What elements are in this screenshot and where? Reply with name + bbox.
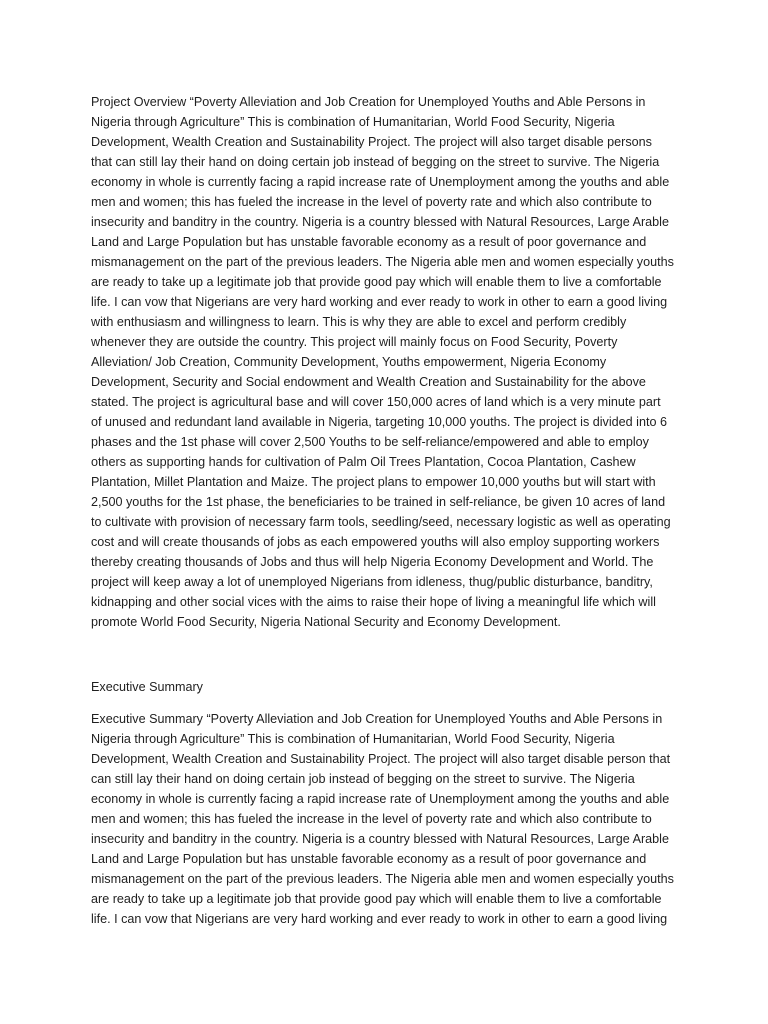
text-line: life. I can vow that Nigerians are very hard working and ever ready to work in other to earn a good living: [91, 295, 668, 309]
text-line: insecurity and banditry in the country. Nigeria is a country blessed with Natural Resources, Large Arable: [91, 832, 669, 846]
text-line: can still lay their hand on doing certain job instead of begging on the street to survive. The Nigeria: [91, 772, 635, 786]
text-line: thereby creating thousands of Jobs and thus will help Nigeria Economy Development and World. The: [91, 555, 654, 569]
executive-summary-paragraph: [91, 709, 691, 929]
text-line: Development, Wealth Creation and Sustainability Project. The project will also target disable person that: [91, 752, 671, 766]
text-line: of unused and redundant land available in Nigeria, targeting 10,000 youths. The project is divided into 6: [91, 415, 667, 429]
text-line: others as supporting hands for cultivation of Palm Oil Trees Plantation, Cocoa Plantation, Cashew: [91, 455, 636, 469]
text-line: men and women; this has fueled the increase in the level of poverty rate and which also contribute to: [91, 812, 652, 826]
text-line: with enthusiasm and willingness to learn. This is why they are able to excel and perform credibly: [91, 315, 627, 329]
text-line: Plantation, Millet Plantation and Maize. The project plans to empower 10,000 youths but will start with: [91, 475, 656, 489]
text-line: 2,500 youths for the 1st phase, the beneficiaries to be trained in self-reliance, be given 10 acres of land: [91, 495, 666, 509]
text-line: Land and Large Population but has unstable favorable economy as a result of poor governance and: [91, 852, 647, 866]
text-line: are ready to take up a legitimate job that provide good pay which will enable them to live a comfortable: [91, 275, 662, 289]
text-line: Executive Summary “Poverty Alleviation and Job Creation for Unemployed Youths and Able Persons in: [91, 712, 663, 726]
text-line: Nigeria through Agriculture” This is combination of Humanitarian, World Food Security, Nigeria: [91, 115, 615, 129]
text-line: promote World Food Security, Nigeria National Security and Economy Development.: [91, 615, 561, 629]
text-line: cost and will create thousands of jobs as each empowered youths will also employ supporting workers: [91, 535, 660, 549]
text-line: are ready to take up a legitimate job that provide good pay which will enable them to live a comfortable: [91, 892, 662, 906]
text-line: to cultivate with provision of necessary farm tools, seedling/seed, necessary logistic as well as operating: [91, 515, 671, 529]
text-line: Project Overview “Poverty Alleviation and Job Creation for Unemployed Youths and Able Persons in: [91, 95, 646, 109]
text-line: Development, Wealth Creation and Sustainability Project. The project will also target disable persons: [91, 135, 652, 149]
text-line: life. I can vow that Nigerians are very hard working and ever ready to work in other to earn a good living: [91, 912, 668, 926]
text-line: economy in whole is currently facing a rapid increase rate of Unemployment among the youths and able: [91, 792, 670, 806]
text-line: mismanagement on the part of the previous leaders. The Nigeria able men and women especially youths: [91, 872, 674, 886]
project-overview-paragraph: [91, 92, 691, 632]
text-line: Land and Large Population but has unstable favorable economy as a result of poor governance and: [91, 235, 647, 249]
text-line: Alleviation/ Job Creation, Community Development, Youths empowerment, Nigeria Economy: [91, 355, 607, 369]
text-line: men and women; this has fueled the increase in the level of poverty rate and which also contribute to: [91, 195, 652, 209]
text-line: stated. The project is agricultural base and will cover 150,000 acres of land which is a very minute part: [91, 395, 661, 409]
text-line: that can still lay their hand on doing certain job instead of begging on the street to survive. The Nigeria: [91, 155, 660, 169]
text-line: project will keep away a lot of unemployed Nigerians from idleness, thug/public disturbance, banditry,: [91, 575, 653, 589]
section-heading: Executive Summary: [91, 680, 203, 694]
text-line: Development, Security and Social endowment and Wealth Creation and Sustainability for the above: [91, 375, 646, 389]
text-line: Nigeria through Agriculture” This is combination of Humanitarian, World Food Security, Nigeria: [91, 732, 615, 746]
text-line: mismanagement on the part of the previous leaders. The Nigeria able men and women especially youths: [91, 255, 674, 269]
text-line: kidnapping and other social vices with the aims to raise their hope of living a meaningful life which will: [91, 595, 656, 609]
executive-summary-heading: [91, 677, 691, 697]
text-line: phases and the 1st phase will cover 2,500 Youths to be self-reliance/empowered and able to employ: [91, 435, 649, 449]
text-line: insecurity and banditry in the country. Nigeria is a country blessed with Natural Resources, Large Arable: [91, 215, 669, 229]
text-line: whenever they are outside the country. This project will mainly focus on Food Security, Poverty: [91, 335, 618, 349]
text-line: economy in whole is currently facing a rapid increase rate of Unemployment among the youths and able: [91, 175, 670, 189]
